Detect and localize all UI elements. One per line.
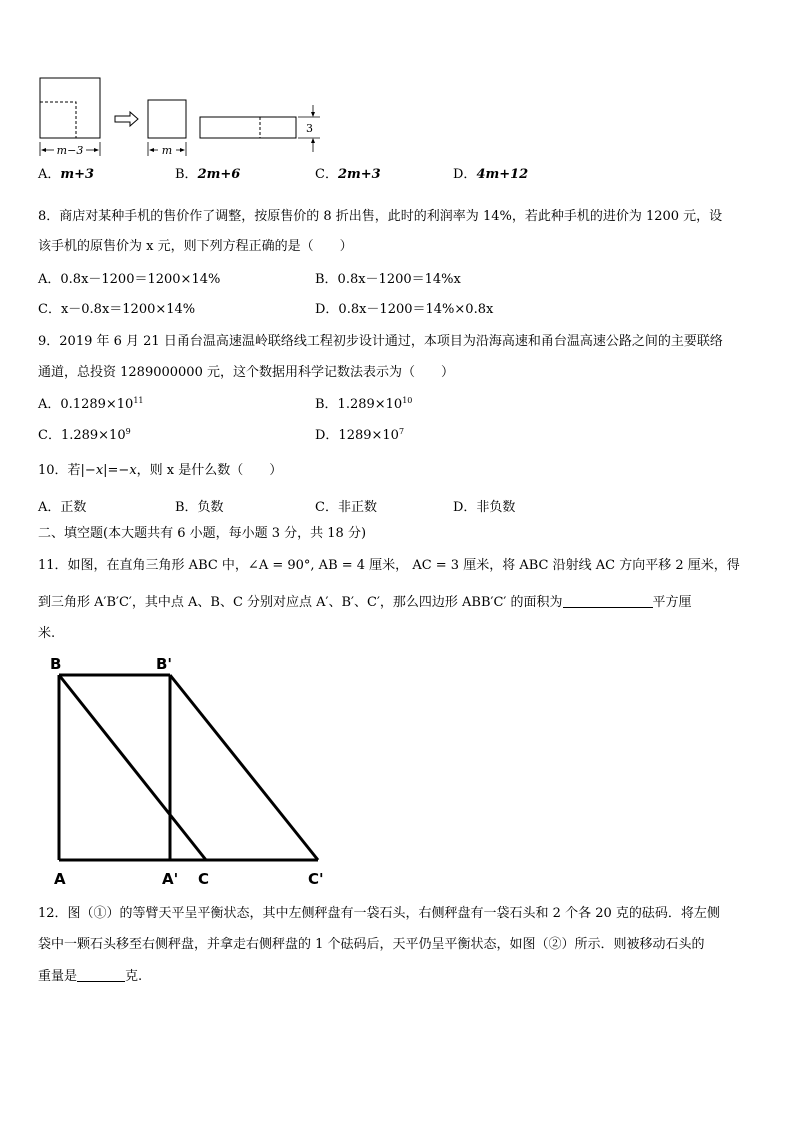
right-arrow-icon xyxy=(115,112,138,126)
q10-option-a: A．正数 xyxy=(38,500,87,515)
q11-line-2: 到三角形 A′B′C′，其中点 A、B、C 分别对应点 A′、B′、C′，那么四边形 ABB′C′ 的面积为 平方厘 xyxy=(38,595,692,610)
label-c: C xyxy=(198,870,210,888)
label-m: m xyxy=(161,144,173,157)
q7-option-b: B．2m+6 xyxy=(175,167,241,182)
q7-option-c: C．2m+3 xyxy=(315,167,381,182)
q11-line-1: 11．如图，在直角三角形 ABC 中，∠A = 90°, AB = 4 厘米， AC = 3 厘米，将 ABC 沿射线 AC 方向平移 2 厘米，得 xyxy=(38,558,740,573)
q9-option-a: A．$0.1289\times 10^{11}$ xyxy=(38,396,144,412)
q9-option-d: D．$1289\times 10^7$ xyxy=(315,427,405,443)
q8-option-b: B．0.8x－1200＝14%x xyxy=(315,272,461,287)
label-b: B xyxy=(50,655,62,673)
q8-line-1: 8．商店对某种手机的售价作了调整，按原售价的 8 折出售，此时的利润率为 14%，若此种手机的进价为 1200 元，设 xyxy=(38,209,723,224)
q12-line-3: 重量是 克. xyxy=(38,969,143,984)
q9-option-b: B．$1.289\times 10^{10}$ xyxy=(315,396,413,412)
label-b-prime: B' xyxy=(156,655,173,673)
long-rectangle xyxy=(200,117,296,138)
q9-option-c: C．$1.289\times 10^9$ xyxy=(38,427,131,443)
answer-blank[interactable] xyxy=(563,594,653,608)
label-c-prime: C' xyxy=(308,870,324,888)
segment-b2c2 xyxy=(170,675,318,860)
label-3: 3 xyxy=(306,122,313,135)
q7-option-a: A．m+3 xyxy=(38,167,95,182)
q10-option-c: C．非正数 xyxy=(315,500,377,515)
q8-option-a: A．0.8x－1200＝1200×14% xyxy=(38,272,221,287)
q12-line-1: 12．图（①）的等臂天平呈平衡状态，其中左侧秤盘有一袋石头，右侧秤盘有一袋石头和 2 个各 20 克的砝码．将左侧 xyxy=(38,906,720,921)
label-m-minus-3: m−3 xyxy=(56,144,84,157)
q10-stem: 10．若|−x|=−x，则 x 是什么数（ ） xyxy=(38,463,283,478)
q8-option-c: C．x－0.8x＝1200×14% xyxy=(38,302,196,317)
dashed-cut xyxy=(40,102,76,138)
big-square xyxy=(40,78,100,138)
small-square xyxy=(148,100,186,138)
q10-option-d: D．非负数 xyxy=(453,500,516,515)
q8-line-2: 该手机的原售价为 x 元，则下列方程正确的是（ ） xyxy=(38,239,353,254)
q12-line-2: 袋中一颗石头移至右侧秤盘，并拿走右侧秤盘的 1 个砝码后，天平仍呈平衡状态，如图（②）所示．则被移动石头的 xyxy=(38,937,705,952)
segment-bc xyxy=(59,675,206,860)
q11-line-3: 米. xyxy=(38,626,56,641)
q7-figure xyxy=(30,70,330,160)
q8-option-d: D．0.8x－1200＝14%×0.8x xyxy=(315,302,494,317)
q7-option-d: D．4m+12 xyxy=(453,167,529,182)
q10-option-b: B．负数 xyxy=(175,500,224,515)
q9-line-2: 通道，总投资 1289000000 元，这个数据用科学记数法表示为（ ） xyxy=(38,365,454,380)
label-a-prime: A' xyxy=(162,870,179,888)
q9-line-1: 9．2019 年 6 月 21 日甬台温高速温岭联络线工程初步设计通过，本项目为沿海高速和甬台温高速公路之间的主要联络 xyxy=(38,334,723,349)
q10-expression: |−x|=−x xyxy=(80,463,137,478)
q11-figure xyxy=(40,652,340,892)
answer-blank[interactable] xyxy=(77,968,125,982)
section-heading: 二、填空题(本大题共有 6 小题，每小题 3 分，共 18 分) xyxy=(38,526,367,541)
label-a: A xyxy=(54,870,66,888)
